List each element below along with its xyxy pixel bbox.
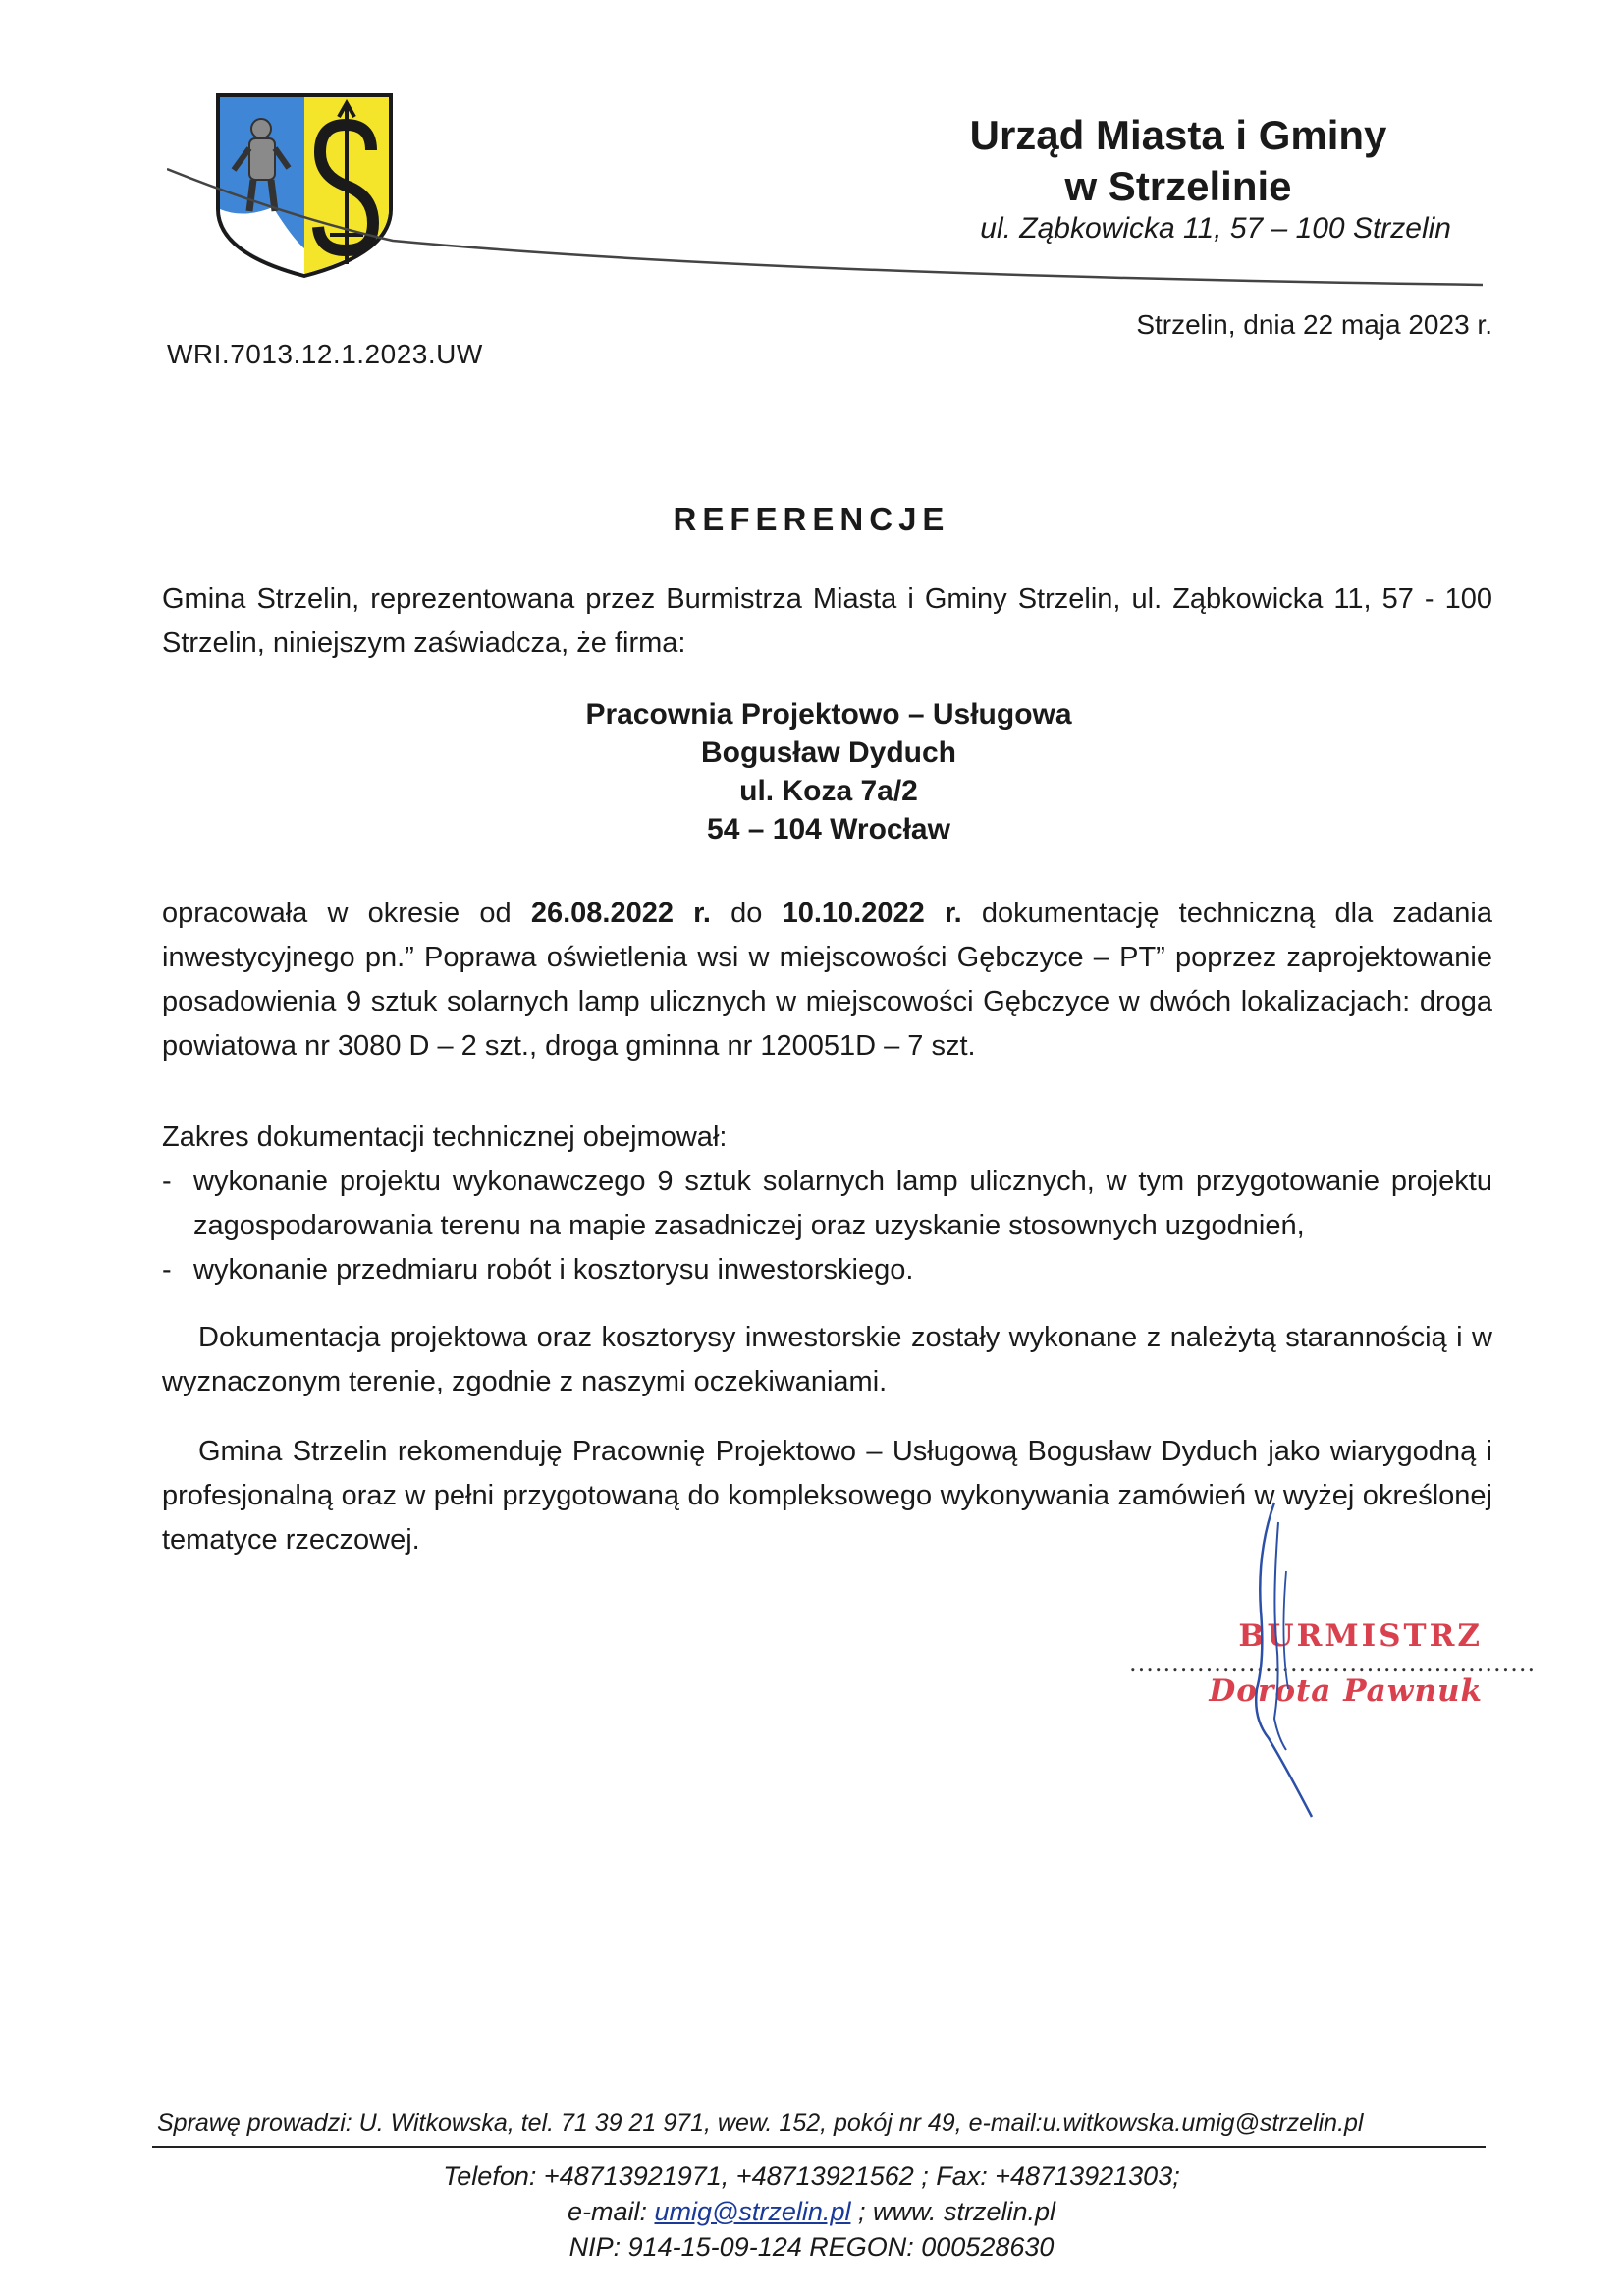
recommendation-text: Gmina Strzelin rekomenduję Pracownię Projektowo – Usługową Bogusław Dyduch jako wiarygodną i profesjonalną oraz w pełni przygotowaną do kompleksowego wykonywania zamówień w wyżej określonej tematyce rzeczowej.: [162, 1436, 1492, 1556]
footer-phones: Telefon: +48713921971, +48713921562 ; Fax: +48713921303;: [443, 2161, 1180, 2191]
intro-text: Gmina Strzelin, reprezentowana przez Burmistrza Miasta i Gminy Strzelin, ul. Ząbkowicka 11, 57 - 100 Strzelin, niniejszym zaświadcza, że firma:: [162, 583, 1492, 659]
bullet: -: [162, 1166, 172, 1197]
quality-paragraph: [162, 1316, 1492, 1404]
handwritten-signature: [1217, 1493, 1335, 1827]
list-item: [162, 1160, 1492, 1248]
list-item: [162, 1248, 1492, 1292]
footer-web: [0, 2194, 1623, 2229]
organization-name-line1: Urząd Miasta i Gminy: [969, 112, 1387, 158]
main-paragraph: [162, 892, 1492, 1068]
main-text-a: opracowała w okresie od: [162, 898, 531, 929]
scope-list: [162, 1116, 1492, 1292]
footer-contact: [0, 2159, 1623, 2265]
email-link[interactable]: umig@strzelin.pl: [654, 2197, 851, 2226]
reference-number: WRI.7013.12.1.2023.UW: [167, 339, 483, 369]
intro-paragraph: [162, 577, 1492, 666]
date-from: 26.08.2022 r.: [530, 898, 711, 929]
date-to: 10.10.2022 r.: [782, 898, 962, 929]
main-text-b: do: [710, 898, 783, 929]
company-street: ul. Koza 7a/2: [739, 775, 918, 807]
organization-name-line2: w Strzelinie: [1064, 163, 1292, 209]
company-owner: Bogusław Dyduch: [700, 737, 957, 769]
company-name: Pracownia Projektowo – Usługowa: [585, 698, 1072, 731]
signature-line: ................................................: [1129, 1650, 1537, 1677]
quality-text: Dokumentacja projektowa oraz kosztorysy inwestorskie zostały wykonane z należytą starannością i w wyznaczonym terenie, zgodnie z naszymi oczekiwaniami.: [162, 1322, 1492, 1397]
document-title: REFERENCJE: [673, 501, 950, 537]
list-item-text: wykonanie projektu wykonawczego 9 sztuk solarnych lamp ulicznych, w tym przygotowanie projektu zagospodarowania terenu na mapie zasadniczej oraz uzyskanie stosownych uzgodnień,: [193, 1166, 1492, 1241]
stamp-title: BURMISTRZ: [1238, 1618, 1483, 1654]
document-date: Strzelin, dnia 22 maja 2023 r.: [1136, 309, 1492, 340]
scope-title: Zakres dokumentacji technicznej obejmował:: [162, 1121, 728, 1153]
footer-ids: NIP: 914-15-09-124 REGON: 000528630: [568, 2232, 1055, 2262]
footer-divider: [152, 2146, 1486, 2148]
website-text: ; www. strzelin.pl: [850, 2197, 1056, 2226]
email-label: e-mail:: [567, 2197, 655, 2226]
organization-name: [884, 110, 1473, 212]
list-item-text: wykonanie przedmiaru robót i kosztorysu inwestorskiego.: [193, 1254, 914, 1285]
main-text-c: dokumentację techniczną dla zadania inwestycyjnego pn.” Poprawa oświetlenia wsi w miejscowości Gębczyce – PT” poprzez zaprojektowanie posadowienia 9 sztuk solarnych lamp ulicznych w miejscowości Gębczyce w dwóch lokalizacjach: droga powiatowa nr 3080 D – 2 szt., droga gminna nr 120051D – 7 szt.: [162, 898, 1492, 1062]
organization-address: ul. Ząbkowicka 11, 57 – 100 Strzelin: [980, 212, 1451, 245]
signatory-name: Dorota Pawnuk: [1209, 1673, 1483, 1709]
bullet: -: [162, 1254, 172, 1285]
case-handler-info: Sprawę prowadzi: U. Witkowska, tel. 71 39 21 971, wew. 152, pokój nr 49, e-mail:u.witkowska.umig@strzelin.pl: [157, 2109, 1364, 2137]
company-block: [0, 695, 1623, 848]
company-city: 54 – 104 Wrocław: [707, 813, 950, 846]
